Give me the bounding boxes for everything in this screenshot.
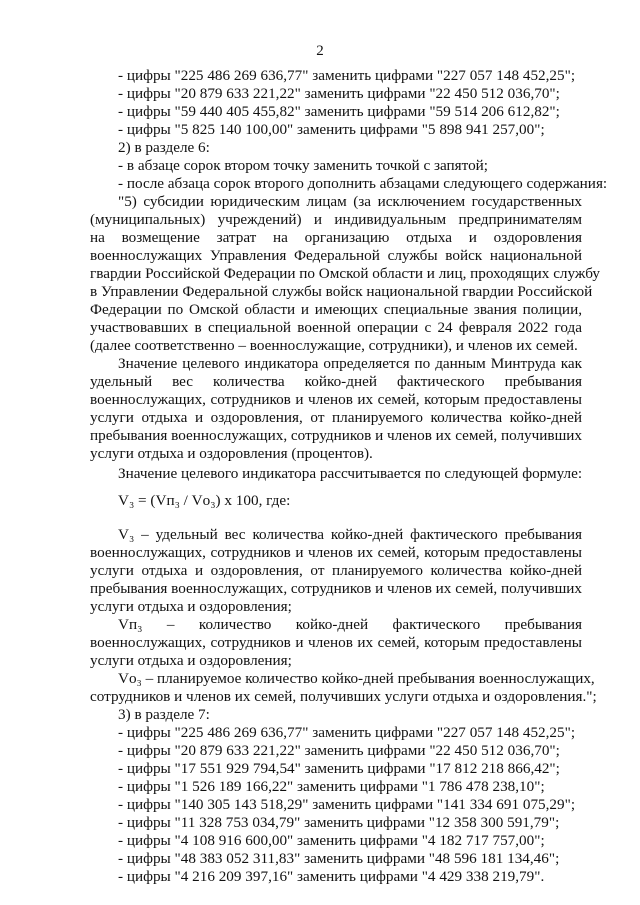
text-line: - цифры "225 486 269 636,77" заменить цифрами "227 057 148 452,25"; [118,67,576,84]
text-line: Значение целевого индикатора рассчитывается по следующей формуле: [118,465,583,482]
text-line: - цифры "225 486 269 636,77" заменить цифрами "227 057 148 452,25"; [118,724,576,741]
text-line: пребывания военнослужащих, сотрудников и членов их семей, получивших [90,427,582,444]
text-line: услуги отдыха и оздоровления, от планируемого количества койко-дней [90,409,582,426]
text-line: - цифры "17 551 929 794,54" заменить цифрами "17 812 218 866,42"; [118,760,560,777]
text-line: удельный вес количества койко-дней фактического пребывания [90,373,582,390]
text-line: 3) в разделе 7: [118,706,210,723]
text-line: пребывания военнослужащих, сотрудников и членов их семей, получивших [90,580,582,597]
text-line: - цифры "5 825 140 100,00" заменить цифрами "5 898 941 257,00"; [118,121,545,138]
text-line: услуги отдыха и оздоровления; [90,598,292,615]
formula: V₃ = (Vп₃ / Vо₃) x 100, где: [118,492,291,509]
text-line: услуги отдыха и оздоровления; [90,652,292,669]
text-line: - после абзаца сорок второго дополнить абзацами следующего содержания: [118,175,608,192]
text-line: военнослужащих, сотрудников и членов их семей, которым предоставлены [90,544,582,561]
text-line: участвовавших в специальной военной операции с 24 февраля 2022 года [90,319,582,336]
text-line: услуги отдыха и оздоровления (процентов). [90,445,373,462]
text-line: - в абзаце сорок втором точку заменить точкой с запятой; [118,157,489,174]
text-line: - цифры "140 305 143 518,29" заменить цифрами "141 334 691 075,29"; [118,796,576,813]
text-line: - цифры "1 526 189 166,22" заменить цифрами "1 786 478 238,10"; [118,778,545,795]
text-line: на возмещение затрат на организацию отдыха и оздоровления [90,229,582,246]
text-line: гвардии Российской Федерации по Омской области и лиц, проходящих службу [90,265,600,282]
text-line: Vо₃ – планируемое количество койко-дней пребывания военнослужащих, [118,670,595,687]
text-line: услуги отдыха и оздоровления, от планируемого количества койко-дней [90,562,582,579]
text-line: - цифры "4 216 209 397,16" заменить цифрами "4 429 338 219,79". [118,868,545,885]
text-line: (муниципальных) учреждений) и индивидуальным предпринимателям [90,211,582,228]
text-line: - цифры "20 879 633 221,22" заменить цифрами "22 450 512 036,70"; [118,742,560,759]
text-line: Федерации по Омской области и имеющих специальные звания полиции, [90,301,582,318]
text-line: "5) субсидии юридическим лицам (за исключением государственных [118,193,582,210]
text-line: в Управлении Федеральной службы войск национальной гвардии Российской [90,283,593,300]
text-line: военнослужащих Управления Федеральной службы войск национальной [90,247,582,264]
text-line: (далее соответственно – военнослужащие, сотрудники), и членов их семей. [90,337,578,354]
text-line: сотрудников и членов их семей, получивших услуги отдыха и оздоровления."; [90,688,597,705]
text-line: - цифры "4 108 916 600,00" заменить цифрами "4 182 717 757,00"; [118,832,545,849]
text-line: - цифры "48 383 052 311,83" заменить цифрами "48 596 181 134,46"; [118,850,560,867]
text-line: - цифры "11 328 753 034,79" заменить цифрами "12 358 300 591,79"; [118,814,560,831]
text-line: - цифры "20 879 633 221,22" заменить цифрами "22 450 512 036,70"; [118,85,560,102]
text-line: военнослужащих, сотрудников и членов их семей, которым предоставлены [90,391,582,408]
text-line: Значение целевого индикатора определяется по данным Минтруда как [118,355,582,372]
text-line: военнослужащих, сотрудников и членов их семей, которым предоставлены [90,634,582,651]
text-line: Vп₃ – количество койко-дней фактического пребывания [118,616,582,633]
text-line: - цифры "59 440 405 455,82" заменить цифрами "59 514 206 612,82"; [118,103,560,120]
page-number: 2 [316,43,324,59]
text-line: 2) в разделе 6: [118,139,210,156]
text-line: V₃ – удельный вес количества койко-дней фактического пребывания [118,526,582,543]
